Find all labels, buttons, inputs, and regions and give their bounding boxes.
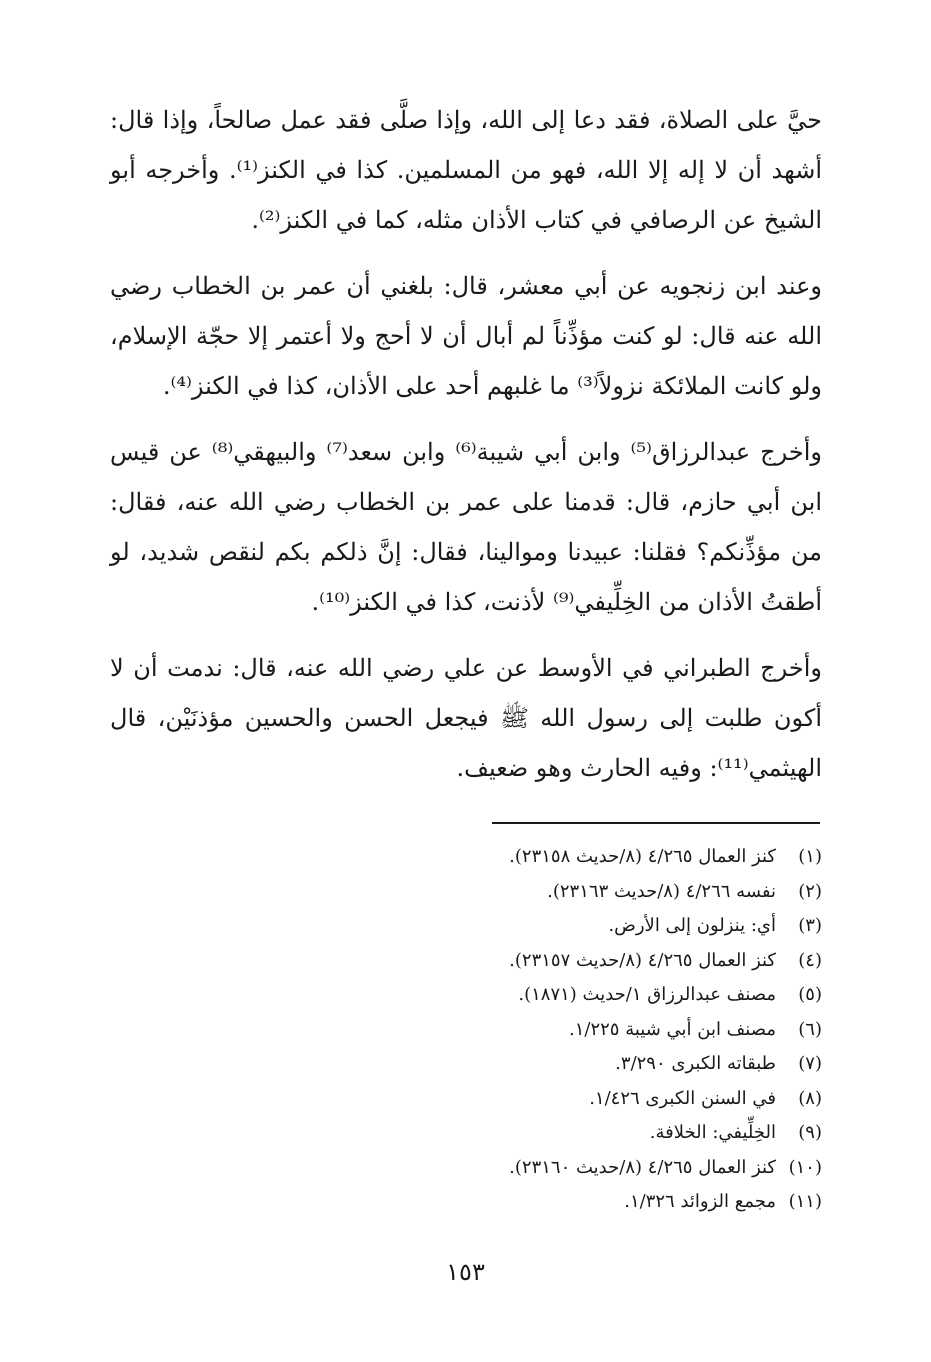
footnote-9: [380, 1116, 822, 1151]
footnotes-list: [380, 840, 822, 1220]
footnote-6: [380, 1013, 822, 1048]
footnote-text: في السنن الكبرى ١/٤٢٦.: [589, 1087, 776, 1109]
footnote-5: [380, 978, 822, 1013]
footnote-divider: [492, 822, 820, 824]
footnote-8: [380, 1082, 822, 1117]
paragraph-1: حيَّ على الصلاة، فقد دعا إلى الله، وإذا صلَّى فقد عمل صالحاً، وإذا قال: أشهد أن لا إله إلا الله، فهو من المسلمين. كذا في الكنز⁽¹⁾. وأخرجه أبو الشيخ عن الرصافي في كتاب الأذان مثله، كما في الكنز⁽²⁾.: [110, 106, 822, 234]
footnote-text: طبقاته الكبرى ٣/٢٩٠.: [615, 1053, 776, 1074]
paragraph-3: وأخرج عبدالرزاق⁽⁵⁾ وابن أبي شيبة⁽⁶⁾ وابن سعد⁽⁷⁾ والبيهقي⁽⁸⁾ عن قيس ابن أبي حازم، قال: قدمنا على عمر بن الخطاب رضي الله عنه، فقال: من مؤذِّنكم؟ فقلنا: عبيدنا وموالينا، فقال: إنَّ ذلكم بكم لنقص شديد، لو أطقتُ الأذان من الخِلِّيفي⁽⁹⁾ لأذنت، كذا في الكنز⁽¹⁰⁾.: [110, 438, 822, 616]
footnote-7: [380, 1047, 822, 1082]
footnote-number: (٨): [798, 1087, 822, 1109]
footnote-text: مصنف عبدالرزاق ١/حديث (١٨٧١).: [518, 984, 776, 1005]
footnote-text: مجمع الزوائد ١/٣٢٦.: [624, 1191, 776, 1212]
footnote-11: [380, 1185, 822, 1220]
footnote-10: [380, 1151, 822, 1186]
footnote-text: كنز العمال ٤/٢٦٥ (٨/حديث ٢٣١٥٧).: [509, 949, 776, 971]
page-number: ١٥٣: [446, 1258, 485, 1286]
footnote-number: (٩): [798, 1122, 822, 1143]
footnote-number: (٤): [798, 949, 822, 971]
footnote-3: [380, 909, 822, 944]
footnote-number: (١١): [788, 1191, 822, 1212]
footnote-2: [380, 875, 822, 910]
footnote-text: كنز العمال ٤/٢٦٥ (٨/حديث ٢٣١٥٨).: [509, 846, 776, 867]
footnote-number: (١٠): [788, 1156, 822, 1178]
footnote-number: (٧): [798, 1053, 822, 1074]
footnote-number: (٢): [798, 880, 822, 902]
footnote-text: مصنف ابن أبي شيبة ١/٢٢٥.: [568, 1018, 776, 1040]
footnote-text: نفسه ٤/٢٦٦ (٨/حديث ٢٣١٦٣).: [547, 880, 776, 902]
footnote-number: (١): [798, 846, 822, 867]
footnote-number: (٥): [798, 984, 822, 1005]
paragraph-4: وأخرج الطبراني في الأوسط عن علي رضي الله عنه، قال: ندمت أن لا أكون طلبت إلى رسول الله ﷺ فيجعل الحسن والحسين مؤذنَيْن، قال الهيثمي⁽¹¹⁾: وفيه الحارث وهو ضعيف.: [110, 654, 823, 782]
paragraph-2: وعند ابن زنجويه عن أبي معشر، قال: بلغني أن عمر بن الخطاب رضي الله عنه قال: لو كنت مؤذِّناً لم أبال أن لا أحج ولا أعتمر إلا حجّة الإسلام، ولو كانت الملائكة نزولاً⁽³⁾ ما غلبهم أحد على الأذان، كذا في الكنز⁽⁴⁾.: [110, 272, 822, 400]
footnote-1: [380, 840, 822, 875]
footnote-4: [380, 944, 822, 979]
footnote-text: كنز العمال ٤/٢٦٥ (٨/حديث ٢٣١٦٠).: [509, 1156, 776, 1178]
footnote-text: الخِلِّيفي: الخلافة.: [649, 1122, 776, 1143]
footnote-text: أي: ينزلون إلى الأرض.: [608, 915, 776, 936]
main-text: [110, 95, 822, 809]
footnote-number: (٦): [798, 1018, 822, 1040]
footnote-number: (٣): [798, 915, 822, 936]
